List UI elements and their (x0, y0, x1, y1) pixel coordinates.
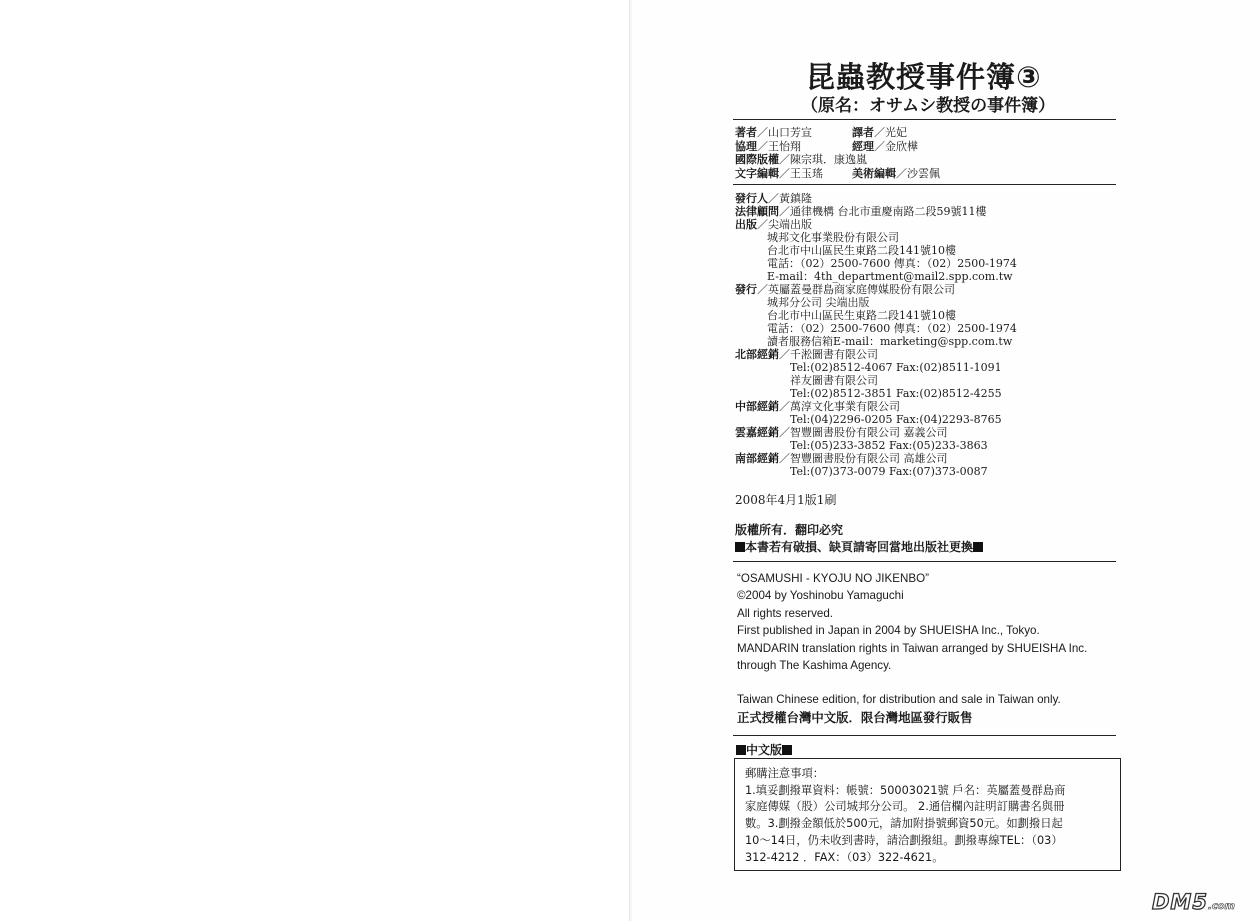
publisher-entry: 出版／尖端出版 (735, 218, 812, 231)
publisher-entry: 發行人／黃鎮隆 (735, 192, 812, 205)
mail-order-notice (734, 758, 1121, 871)
credit-row: 協理／王怡翔 經理／金欣樺 (735, 139, 918, 153)
notice-line: 1.填妥劃撥單資料：帳號：50003021號 戶名：英屬蓋曼群島商 (745, 783, 1066, 797)
publisher-detail-line: 台北市中山區民生東路二段141號10樓 (767, 309, 956, 322)
square-bullet-icon (735, 542, 745, 552)
rights-notice (735, 522, 983, 556)
reserved-line: All rights reserved. (737, 606, 834, 620)
notice-line: 數。3.劃撥金額低於500元，請加附掛號郵資50元。如劃撥日起 (745, 817, 1063, 831)
publisher-detail-line: 台北市中山區民生東路二段141號10樓 (767, 244, 956, 257)
book-title: 昆蟲教授事件簿③ (806, 60, 1042, 94)
taiwan-edition-line: Taiwan Chinese edition, for distribution and sale in Taiwan only. (737, 693, 1061, 707)
divider-top (733, 119, 1116, 120)
original-title-romaji: “OSAMUSHI - KYOJU NO JIKENBO” (737, 572, 929, 585)
translation-rights-line: MANDARIN translation rights in Taiwan arranged by SHUEISHA Inc. (737, 641, 1088, 655)
divider-rights (733, 561, 1116, 562)
notice-line: 家庭傳媒（股）公司城邦分公司。 2.通信欄內註明訂購書名與冊 (745, 800, 1065, 814)
english-copyright (737, 570, 1087, 726)
publisher-detail-line: 祥友圖書有限公司 (790, 374, 878, 387)
publisher-info (735, 192, 1130, 478)
publisher-detail-line: 城邦文化事業股份有限公司 (767, 231, 899, 244)
first-published-line: First published in Japan in 2004 by SHUEISHA Inc., Tokyo. (737, 624, 1040, 638)
credit-row: 文字編輯／王玉瑤 美術編輯／沙雲佩 (735, 166, 940, 180)
chinese-edition-badge: 中文版 (736, 741, 792, 758)
publisher-detail-line: Tel:(07)373-0079 Fax:(07)373-0087 (790, 465, 988, 478)
credit-row: 著者／山口芳宣 譯者／光妃 (735, 126, 907, 139)
credit-row: 國際版權／陳宗琪．康逸嵐 (735, 153, 867, 167)
publisher-entry: 中部經銷／萬淳文化事業有限公司 (735, 400, 900, 413)
notice-heading: 郵購注意事項： (745, 767, 825, 780)
publisher-entry: 發行／英屬蓋曼群島商家庭傳媒股份有限公司 (735, 283, 955, 296)
publisher-detail-line: Tel:(04)2296-0205 Fax:(04)2293-8765 (790, 413, 1002, 426)
publisher-detail-line: Tel:(02)8512-4067 Fax:(02)8511-1091 (790, 361, 1002, 374)
publisher-detail-line: 城邦分公司 尖端出版 (767, 296, 870, 309)
publisher-entry: 北部經銷／千淞圖書有限公司 (735, 348, 878, 361)
replacement-notice: 本書若有破損、缺頁請寄回當地出版社更換 (735, 539, 983, 556)
edition-date: 2008年4月1版1刷 (735, 493, 837, 507)
square-bullet-icon (736, 745, 746, 755)
publisher-detail-line: 讀者服務信箱E-mail：marketing@spp.com.tw (767, 335, 1013, 348)
divider-credits (733, 184, 1116, 185)
rights-line: 版權所有．翻印必究 (735, 523, 844, 537)
publisher-entry: 法律顧問／通律機構 台北市重慶南路二段59號11樓 (735, 205, 987, 218)
notice-line: 10～14日，仍未收到書時，請洽劃撥組。劃撥專線TEL：（03） (745, 833, 1063, 847)
divider-english (733, 735, 1116, 736)
square-bullet-icon (782, 745, 792, 755)
publisher-detail-line: 電話：（02）2500-7600 傳真：（02）2500-1974 (767, 322, 1017, 335)
staff-credits (735, 126, 1115, 180)
original-title: （原名：オサムシ教授の事件簿） (801, 96, 1056, 116)
publisher-entry: 南部經銷／智豐圖書股份有限公司 高雄公司 (735, 452, 948, 465)
copyright-line: ©2004 by Yoshinobu Yamaguchi (737, 589, 904, 603)
square-bullet-icon (973, 542, 983, 552)
publisher-detail-line: 電話：（02）2500-7600 傳真：（02）2500-1974 (767, 257, 1017, 270)
publisher-detail-line: Tel:(02)8512-3851 Fax:(02)8512-4255 (790, 387, 1002, 400)
taiwan-edition-zh: 正式授權台灣中文版．限台灣地區發行販售 (737, 709, 973, 725)
notice-line: 312-4212 ．FAX：（03）322-4621。 (745, 850, 944, 864)
publisher-entry: 雲嘉經銷／智豐圖書股份有限公司 嘉義公司 (735, 426, 948, 439)
site-watermark-logo: DM5.com (1152, 890, 1235, 914)
publisher-detail-line: Tel:(05)233-3852 Fax:(05)233-3863 (790, 439, 988, 452)
agency-line: through The Kashima Agency. (737, 659, 892, 673)
publisher-detail-line: E-mail：4th_department@mail2.spp.com.tw (767, 270, 1013, 283)
